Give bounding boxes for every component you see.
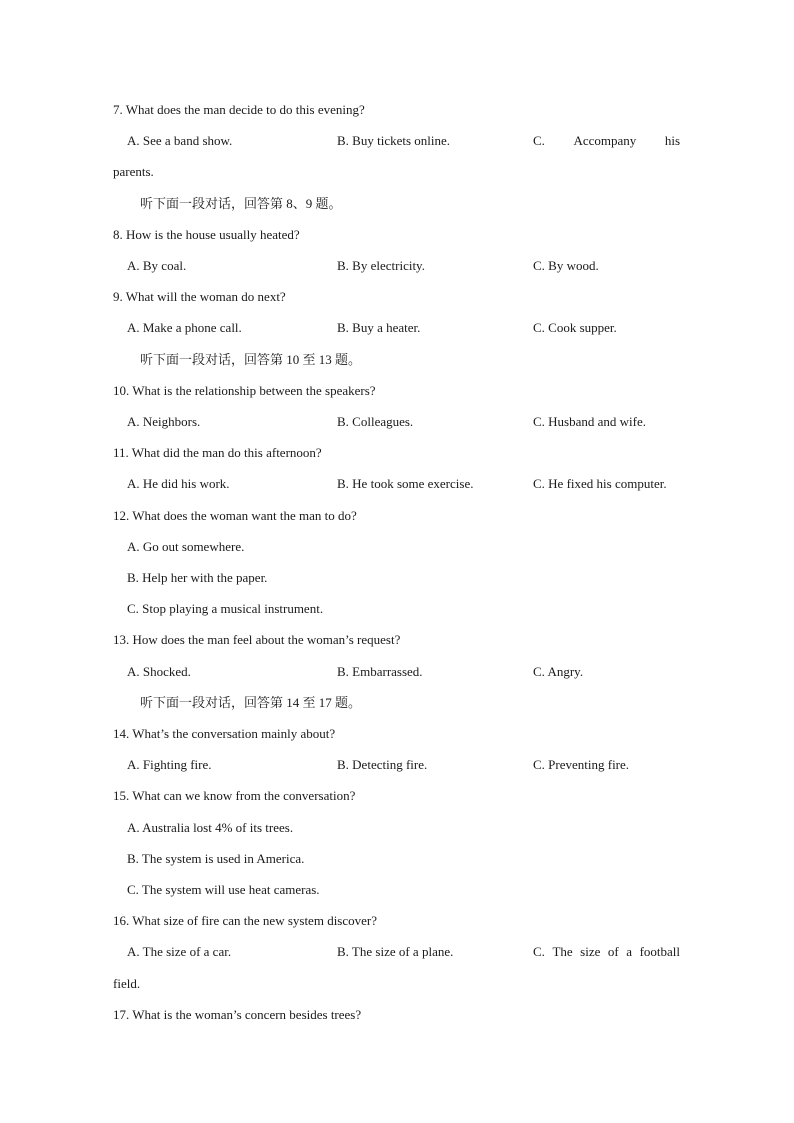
option-16c-word-2: The (552, 944, 573, 959)
section-heading-2: 听下面一段对话，回答第 10 至 13 题。 (140, 352, 362, 367)
option-7c (533, 133, 680, 149)
option-15c: C. The system will use heat cameras. (127, 882, 320, 897)
option-16c-word-6: football (639, 944, 680, 959)
option-16c-continued: field. (113, 976, 141, 991)
option-16c-word-4: of (607, 944, 619, 959)
option-12b: B. Help her with the paper. (127, 570, 268, 585)
option-15b: B. The system is used in America. (127, 851, 305, 866)
option-16a: A. The size of a car. (127, 944, 232, 959)
option-7c-word-2: his (664, 133, 680, 148)
option-16c-word-3: size (580, 944, 601, 959)
option-12a: A. Go out somewhere. (127, 539, 245, 554)
option-13b: B. Embarrassed. (337, 664, 423, 679)
option-7c-continued: parents. (113, 164, 154, 179)
section-heading-1: 听下面一段对话，回答第 8、9 题。 (140, 196, 342, 211)
option-11c: C. He fixed his computer. (533, 476, 667, 491)
option-11a: A. He did his work. (127, 476, 230, 491)
question-14: 14. What’s the conversation mainly about? (113, 726, 336, 741)
option-13a: A. Shocked. (127, 664, 191, 679)
question-16: 16. What size of fire can the new system discover? (113, 913, 377, 928)
question-9: 9. What will the woman do next? (113, 289, 286, 304)
option-9b: B. Buy a heater. (337, 320, 421, 335)
option-16c (533, 944, 680, 960)
question-7: 7. What does the man decide to do this evening? (113, 102, 365, 117)
option-12c: C. Stop playing a musical instrument. (127, 601, 324, 616)
option-7b: B. Buy tickets online. (337, 133, 451, 148)
option-13c: C. Angry. (533, 664, 584, 679)
question-12: 12. What does the woman want the man to do? (113, 508, 357, 523)
option-16c-word-5: a (626, 944, 633, 959)
option-9a: A. Make a phone call. (127, 320, 242, 335)
option-15a: A. Australia lost 4% of its trees. (127, 820, 294, 835)
option-10b: B. Colleagues. (337, 414, 414, 429)
option-8b: B. By electricity. (337, 258, 425, 273)
question-15: 15. What can we know from the conversation? (113, 788, 356, 803)
option-9c: C. Cook supper. (533, 320, 617, 335)
question-10: 10. What is the relationship between the speakers? (113, 383, 376, 398)
option-8a: A. By coal. (127, 258, 187, 273)
option-16b: B. The size of a plane. (337, 944, 454, 959)
option-7c-letter: C. (533, 133, 545, 148)
question-17: 17. What is the woman’s concern besides trees? (113, 1007, 362, 1022)
option-8c: C. By wood. (533, 258, 599, 273)
option-16c-word-1: C. (533, 944, 545, 959)
option-10a: A. Neighbors. (127, 414, 201, 429)
option-11b: B. He took some exercise. (337, 476, 474, 491)
question-13: 13. How does the man feel about the woman’s request? (113, 632, 401, 647)
option-14c: C. Preventing fire. (533, 757, 630, 772)
option-14b: B. Detecting fire. (337, 757, 428, 772)
option-7a: A. See a band show. (127, 133, 233, 148)
option-7c-word-1: Accompany (573, 133, 637, 148)
question-11: 11. What did the man do this afternoon? (113, 445, 322, 460)
option-14a: A. Fighting fire. (127, 757, 212, 772)
section-heading-3: 听下面一段对话，回答第 14 至 17 题。 (140, 695, 362, 710)
option-10c: C. Husband and wife. (533, 414, 647, 429)
question-8: 8. How is the house usually heated? (113, 227, 300, 242)
